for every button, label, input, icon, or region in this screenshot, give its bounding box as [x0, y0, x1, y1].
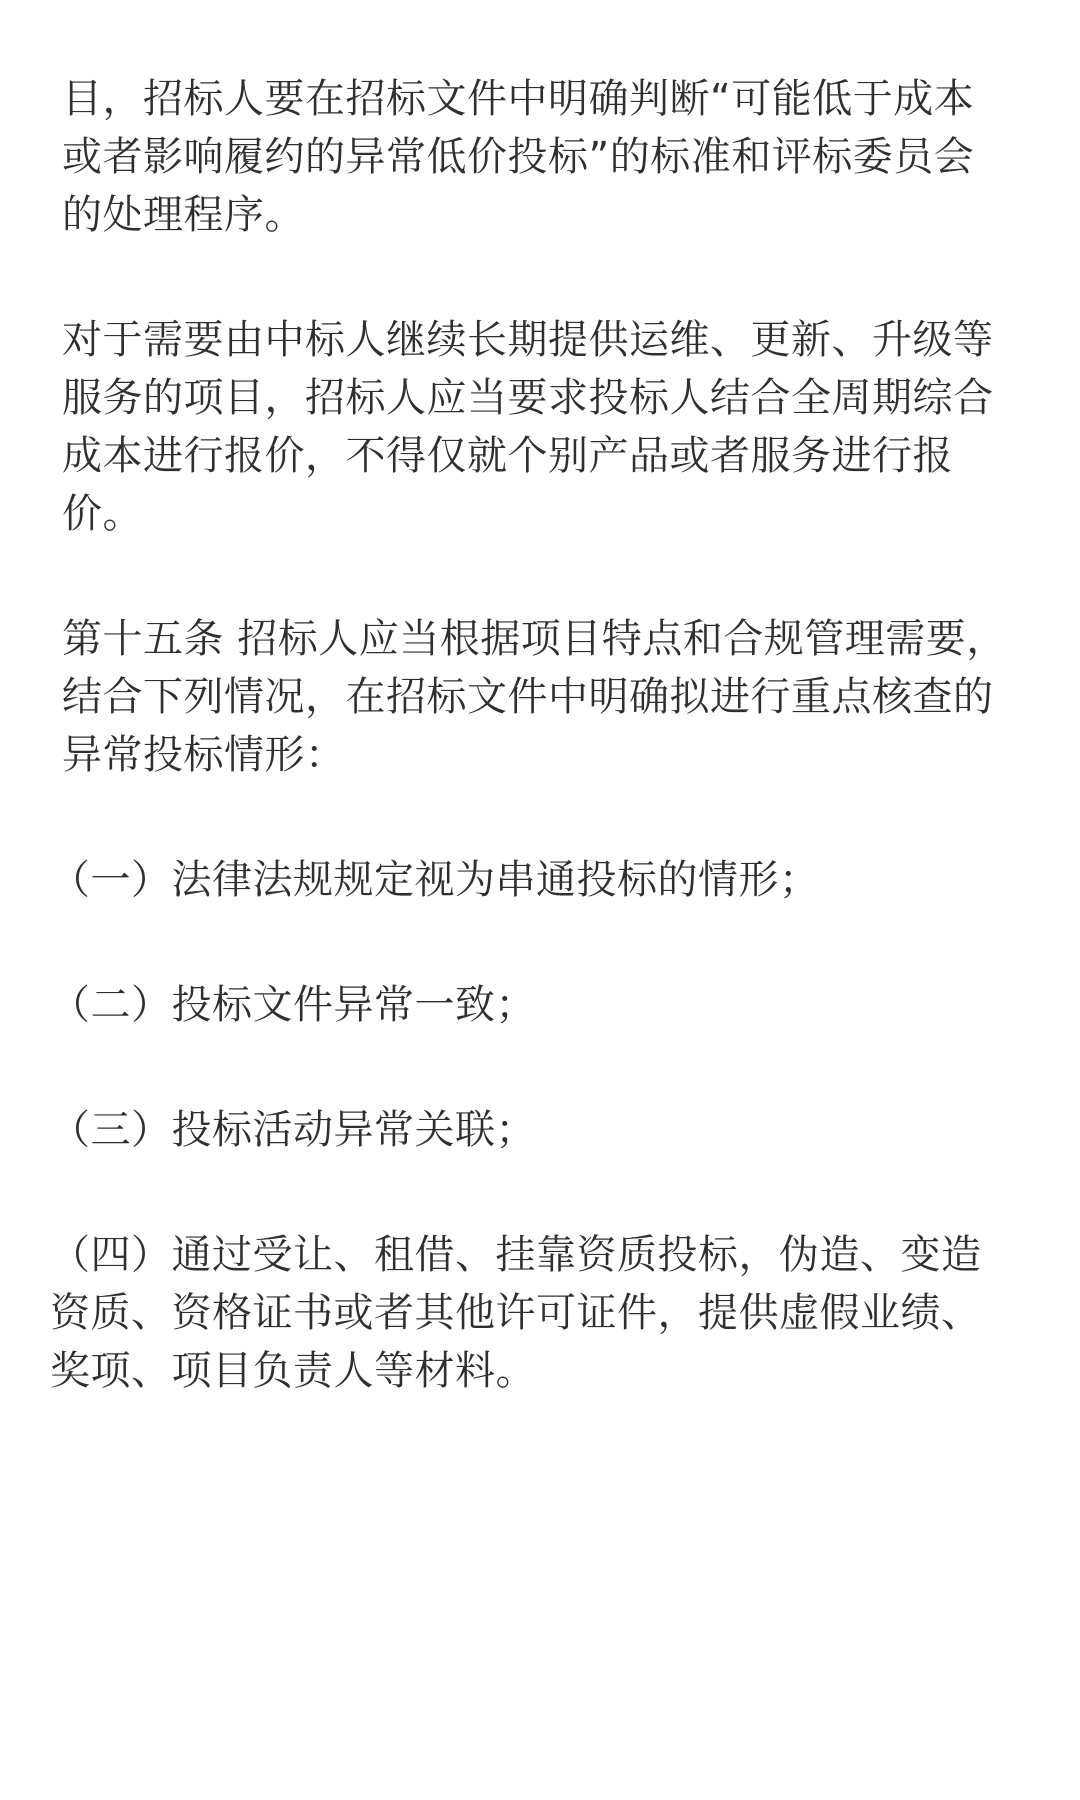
paragraph-abnormal-low-price: 目，招标人要在招标文件中明确判断“可能低于成本 或者影响履约的异常低价投标”的标准和评标委员会 的处理程序。 — [62, 76, 975, 238]
paragraph-full-cycle-cost: 对于需要由中标人继续长期提供运维、更新、升级等 服务的项目，招标人应当要求投标人结合全周期综合 成本进行报价，不得仅就个别产品或者服务进行报 价。 — [62, 317, 994, 537]
list-item-4: （四）通过受让、租借、挂靠资质投标，伪造、变造 资质、资格证书或者其他许可证件，提供虚假业绩、 奖项、项目负责人等材料。 — [50, 1232, 982, 1394]
paragraph-article-15: 第十五条 招标人应当根据项目特点和合规管理需要， 结合下列情况，在招标文件中明确拟进行重点核查的 异常投标情形： — [62, 616, 1007, 778]
list-item-3: （三）投标活动异常关联； — [50, 1107, 536, 1153]
list-item-2: （二）投标文件异常一致； — [50, 982, 536, 1028]
list-item-1: （一）法律法规规定视为串通投标的情形； — [50, 857, 820, 903]
article-body — [50, 70, 1022, 1467]
